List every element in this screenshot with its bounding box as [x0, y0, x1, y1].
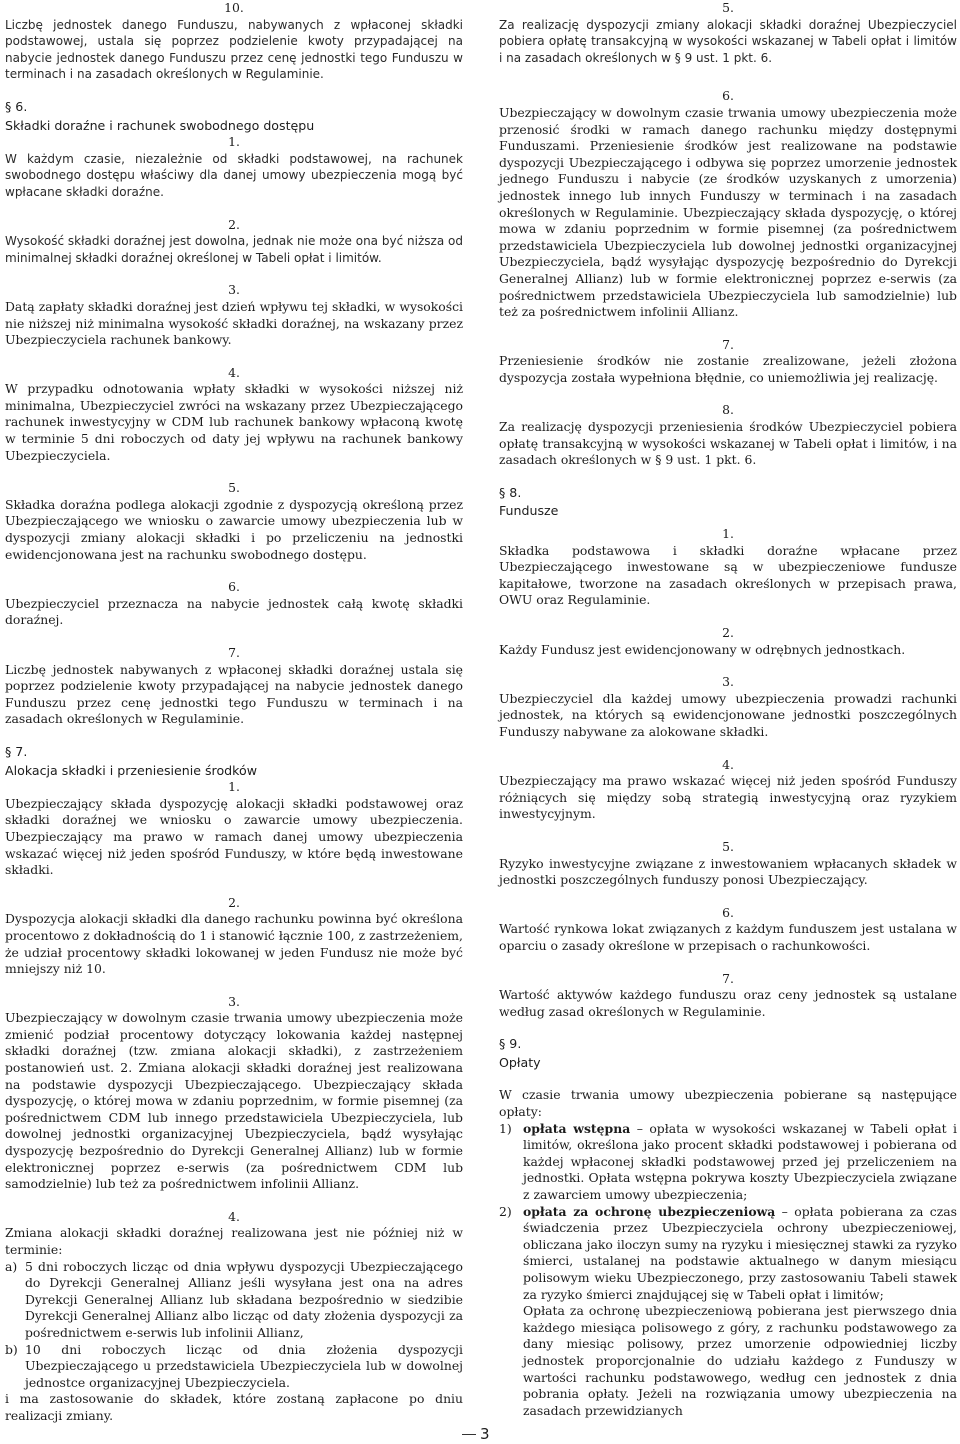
- item-number: 5.: [722, 838, 734, 854]
- list-label: a): [5, 1258, 18, 1274]
- paragraph: Ubezpieczający w dowolnym czasie trwania umowy ubezpieczenia może zmienić podział procentowy dotyczący lokowania każdej następnej składki doraźnej (tzw. zmiana alokacji składki), z zastrzeżeniem postanowień ust. 2. Zmiana alokacji składki doraźnej jest realizowana na podstawie dyspozycji Ubezpieczającego. Ubezpieczający składa dyspozycję, o której mowa w zdaniu poprzednim, w formie pisemnej (za pośrednictwem CDM lub innego przedstawiciela Ubezpieczyciela, lub dowolnej jednostki organizacyjnej Ubezpieczyciela, bądź wysyłając dyspozycję bezpośrednio do Dyrekcji Generalnej Allianz) lub w formie elektronicznej poprzez e-serwis (za pośrednictwem CDM lub samodzielnie) lub też za pośrednictwem infolinii Allianz.: [5, 1010, 463, 1192]
- paragraph: Ubezpieczający ma prawo wskazać więcej niż jeden spośród Funduszy różniących się między sobą strategią inwestycyjną oraz ryzykiem inwestycyjnym.: [499, 773, 957, 822]
- list-label: b): [5, 1341, 18, 1357]
- list-label: 2): [499, 1203, 512, 1219]
- list-label: 1): [499, 1120, 512, 1136]
- item-number: 2.: [228, 894, 240, 910]
- paragraph: Składka podstawowa i składki doraźne wpłacane przez Ubezpieczającego inwestowane są w ubezpieczeniowe fundusze kapitałowe, tworzone na zasadach określonych w przepisach prawa, OWU oraz Regulaminie.: [499, 542, 957, 608]
- item-number: 4.: [228, 1208, 240, 1224]
- left-column: [5, 0, 463, 1425]
- list-item: [5, 1259, 463, 1342]
- item-number: 1.: [228, 134, 240, 150]
- paragraph: Datą zapłaty składki doraźnej jest dzień wpływu tej składki, w wysokości nie niższej niż minimalna wysokość składki doraźnej, na wskazany przez Ubezpieczyciela rachunek bankowy.: [5, 298, 463, 348]
- section-title: Alokacja składki i przeniesienie środków: [5, 762, 258, 778]
- paragraph: Za realizację dyspozycji przeniesienia środków Ubezpieczyciel pobiera opłatę transakcyjną w wysokości wskazanej w Tabeli opłat i limitów, i na zasadach określonych w § 9 ust. 1 pkt. 6.: [499, 419, 957, 468]
- paragraph: Wartość aktywów każdego funduszu oraz ceny jednostek są ustalane według zasad określonych w Regulaminie.: [499, 987, 957, 1019]
- paragraph: Ubezpieczyciel dla każdej umowy ubezpieczenia prowadzi rachunki jednostek, na których są ewidencjonowane jednostki poszczególnych Funduszy nabywane za alokowane składki.: [499, 690, 957, 739]
- list-item: [5, 1342, 463, 1392]
- paragraph: Liczbę jednostek nabywanych z wpłaconej składki doraźnej ustala się poprzez podzielenie kwoty przypadającej na nabycie jednostek danego Funduszu przez cenę jednostki tego Funduszu w terminach i na zasadach określonych w Regulaminie.: [5, 661, 463, 727]
- page-number: 3: [480, 1425, 490, 1443]
- paragraph: W każdym czasie, niezależnie od składki podstawowej, na rachunek swobodnego dostępu właściwy dla danej umowy ubezpieczenia mogą być wpłacane składki doraźne.: [5, 151, 463, 199]
- section-title: Składki doraźne i rachunek swobodnego dostępu: [5, 117, 315, 133]
- item-number: 4.: [722, 756, 734, 772]
- item-number: 7.: [722, 336, 734, 352]
- fee-name: opłata za ochronę ubezpieczeniową: [523, 1203, 776, 1219]
- paragraph: Składka doraźna podlega alokacji zgodnie z dyspozycją określoną przez Ubezpieczającego we wniosku o zawarcie umowy ubezpieczenia lub w dyspozycji zmiany alokacji składki i po przeliczeniu na jednostki ewidencjonowana jest na rachunku swobodnego dostępu.: [5, 496, 463, 562]
- list-text: – opłata pobierana za czas świadczenia przez Ubezpieczyciela ochrony ubezpieczeniowej, obliczana jako iloczyn sumy na ryzyku i miesięcznej stawki za ryzyko śmierci, ustalanej na podstawie aktualnego w danym miesiącu polisowym wieku Ubezpieczonego, przy zastosowaniu Tabeli stawek za ryzyko śmierci znajdującej się w Tabeli opłat i limitów;: [523, 1203, 957, 1302]
- paragraph: Każdy Fundusz jest ewidencjonowany w odrębnych jednostkach.: [499, 641, 906, 657]
- paragraph: Wysokość składki doraźnej jest dowolna, jednak nie może ona być niższa od minimalnej składki doraźnej określonej w Tabeli opłat i limitów.: [5, 234, 463, 265]
- item-number: 8.: [722, 402, 734, 418]
- item-number: 3.: [228, 282, 240, 298]
- item-number: 5.: [722, 0, 734, 15]
- paragraph: Zmiana alokacji składki doraźnej realizowana jest nie później niż w terminie:: [5, 1225, 463, 1257]
- section-mark: § 8.: [499, 484, 522, 500]
- item-number: 7.: [722, 970, 734, 986]
- footer-dash: [462, 1434, 476, 1435]
- item-number: 1.: [722, 526, 734, 542]
- item-number: 4.: [228, 364, 240, 380]
- item-number: 3.: [228, 993, 240, 1009]
- fee-list: [499, 1121, 957, 1420]
- item-number: 6.: [228, 579, 240, 595]
- page-footer: [462, 1426, 522, 1443]
- paragraph: Ubezpieczyciel przeznacza na nabycie jednostek całą kwotę składki doraźnej.: [5, 595, 463, 628]
- item-number: 2.: [228, 216, 240, 232]
- paragraph: Za realizację dyspozycji zmiany alokacji składki doraźnej Ubezpieczyciel pobiera opłatę transakcyjną w wysokości wskazanej w Tabeli opłat i limitów i na zasadach określonych w § 9 ust. 1 pkt. 6.: [499, 17, 957, 65]
- paragraph: Ryzyko inwestycyjne związane z inwestowaniem wpłacanych składek w jednostki poszczególnych funduszy ponosi Ubezpieczający.: [499, 855, 957, 888]
- item-number: 7.: [228, 645, 240, 660]
- item-number: 1.: [228, 779, 240, 795]
- section-mark: § 9.: [499, 1036, 522, 1052]
- paragraph: Ubezpieczający składa dyspozycję alokacji składki podstawowej oraz składki doraźnej we wniosku o zawarcie umowy ubezpieczenia. Ubezpieczający ma prawo w ramach danej umowy ubezpieczenia wskazać więcej niż jeden spośród Funduszy, w które będą inwestowane składki.: [5, 795, 463, 878]
- list-item: [499, 1121, 957, 1204]
- paragraph: Liczbę jednostek danego Funduszu, nabywanych z wpłaconej składki podstawowej, ustala się poprzez podzielenie kwoty przypadającej na nabycie jednostek danego Funduszu przez cenę jednostki tego Funduszu w terminach i na zasadach określonych w Regulaminie.: [5, 17, 463, 82]
- item-number: 6.: [722, 904, 734, 920]
- section-mark: § 6.: [5, 98, 28, 114]
- item-number: 5.: [228, 480, 240, 496]
- paragraph: Dyspozycja alokacji składki dla danego rachunku powinna być określona procentowo z dokładnością do 1 i stanowić łącznie 100, z zastrzeżeniem, że udział procentowy składki lokowanej w jeden Fundusz nie może być mniejszy niż 10.: [5, 911, 463, 977]
- list-item: [499, 1204, 957, 1420]
- paragraph: W czasie trwania umowy ubezpieczenia pobierane są następujące opłaty:: [499, 1087, 957, 1120]
- list-text: 5 dni roboczych licząc od dnia wpływu dyspozycji Ubezpieczającego do Dyrekcji Generalnej Allianz jeśli wysyłana jest ona na adres Dyrekcji Generalnej Allianz lub składana bezpośrednio w siedzibie Dyrekcji Generalnej Allianz albo licząc od daty złożenia dyspozycji za pośrednictwem e-serwis lub infolinii Allianz,: [25, 1258, 463, 1340]
- paragraph: Przeniesienie środków nie zostanie zrealizowane, jeżeli złożona dyspozycja została wypełniona błędnie, co uniemożliwia jej realizację.: [499, 353, 957, 385]
- section-title: Fundusze: [499, 503, 559, 519]
- list-text: – opłata w wysokości wskazanej w Tabeli opłat i limitów, określona jako procent składki podstawowej i pobierana od każdej wpłaconej składki podstawowej przed jej przeliczeniem na jednostki. Opłata wstępna pokrywa koszty Ubezpieczyciela związane z zawarciem umowy ubezpieczenia;: [523, 1120, 957, 1203]
- item-number: 2.: [722, 625, 734, 640]
- paragraph: Wartość rynkowa lokat związanych z każdym funduszem jest ustalana w oparciu o zasady określone w przepisach o rachunkowości.: [499, 921, 957, 953]
- list-text: 10 dni roboczych licząc od dnia złożenia dyspozycji Ubezpieczającego u przedstawiciela Ubezpieczyciela lub w dowolnej jednostce organizacyjnej Ubezpieczyciela.: [25, 1341, 463, 1390]
- right-column: [499, 0, 957, 1419]
- section-mark: § 7.: [5, 743, 28, 759]
- term-list: [5, 1259, 463, 1392]
- paragraph: Opłata za ochronę ubezpieczeniową pobierana jest pierwszego dnia każdego miesiąca polisowego z góry, z rachunku podstawowego za dany miesiąc polisowy, przez umorzenie odpowiedniej liczby jednostek proporcjonalnie do udziału każdego z Funduszy w wartości rachunku podstawowego, według cen jednostek z dnia pobrania opłaty. Jeżeli na rozwiązania umowy ubezpieczenia na zasadach przewidzianych: [523, 1303, 957, 1418]
- paragraph: i ma zastosowanie do składek, które zostaną zapłacone po dniu realizacji zmiany.: [5, 1391, 463, 1423]
- fee-name: opłata wstępna: [523, 1120, 631, 1136]
- section-title: Opłaty: [499, 1054, 541, 1070]
- item-number: 6.: [722, 88, 734, 104]
- paragraph: W przypadku odnotowania wpłaty składki w wysokości niższej niż minimalna, Ubezpieczyciel zwróci na wskazany przez Ubezpieczającego rachunek inwestycyjny w CDM lub rachunek bankowy wpłaconą kwotę w terminie 5 dni roboczych od daty jej wpływu na rachunek bankowy Ubezpieczyciela.: [5, 381, 463, 463]
- item-number: 10.: [224, 0, 244, 15]
- item-number: 3.: [722, 674, 734, 690]
- paragraph: Ubezpieczający w dowolnym czasie trwania umowy ubezpieczenia może przenosić środki w ramach danego rachunku między dostępnymi Funduszami. Przeniesienie środków jest realizowane na podstawie dyspozycji Ubezpieczającego i odbywa się poprzez umorzenie jednostek jednego Funduszu i nabycie (ze środków uzyskanych z umorzenia) jednostek innego lub innych Funduszy w terminach i na zasadach określonych w Regulaminie. Ubezpieczający składa dyspozycję, o której mowa w zdaniu poprzednim w formie pisemnej (za pośrednictwem przedstawiciela Ubezpieczyciela lub dowolnej jednostki organizacyjnej Ubezpieczyciela, bądź wysyłając dyspozycję bezpośrednio do Dyrekcji Generalnej Allianz) lub w formie elektronicznej poprzez e-serwis (za pośrednictwem przedstawiciela Ubezpieczyciela lub samodzielnie) lub też za pośrednictwem infolinii Allianz.: [499, 104, 957, 320]
